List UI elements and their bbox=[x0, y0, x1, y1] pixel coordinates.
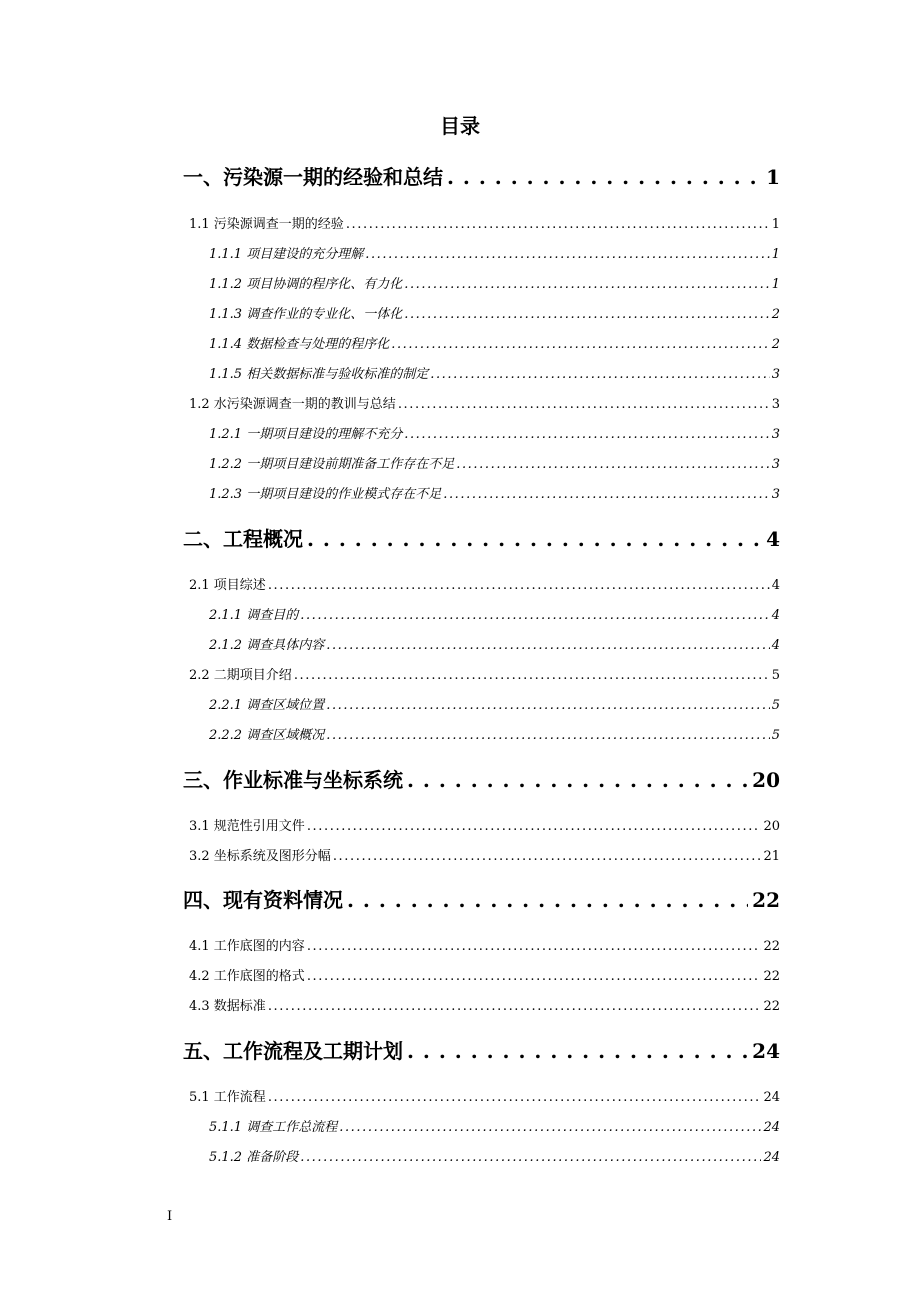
toc-entry-text: 2.2.2 调查区域概况 bbox=[209, 728, 325, 743]
toc-page-number: 3 bbox=[771, 457, 780, 472]
toc-subsection-5-1-2[interactable] bbox=[209, 1148, 780, 1168]
toc-chapter-3[interactable] bbox=[183, 765, 780, 795]
toc-subsection-1-1-2[interactable] bbox=[209, 275, 780, 295]
toc-leader-dots bbox=[326, 636, 770, 656]
toc-chapter-2[interactable] bbox=[183, 524, 780, 554]
toc-page-number: 24 bbox=[752, 1039, 780, 1063]
toc-page-number: 1 bbox=[771, 217, 780, 232]
toc-entry-text: 1.2.1 一期项目建设的理解不充分 bbox=[209, 427, 403, 442]
toc-entry-text: 四、现有资料情况 bbox=[183, 888, 343, 912]
toc-section-1-1[interactable] bbox=[189, 215, 780, 235]
toc-leader-dots bbox=[268, 576, 770, 596]
toc-leader-dots bbox=[326, 696, 770, 716]
toc-section-3-2[interactable] bbox=[189, 847, 780, 867]
toc-subsection-1-2-2[interactable] bbox=[209, 455, 780, 475]
toc-page-number: 22 bbox=[752, 888, 780, 912]
toc-section-4-1[interactable] bbox=[189, 937, 780, 957]
toc-entry-text: 1.1.5 相关数据标准与验收标准的制定 bbox=[209, 367, 429, 382]
toc-entry-text: 2.2 二期项目介绍 bbox=[189, 668, 292, 683]
toc-page-number: 3 bbox=[771, 367, 780, 382]
toc-section-4-3[interactable] bbox=[189, 997, 780, 1017]
toc-page-number: 5 bbox=[771, 698, 780, 713]
toc-entry-text: 2.1 项目综述 bbox=[189, 578, 266, 593]
toc-entry-text: 1.2.2 一期项目建设前期准备工作存在不足 bbox=[209, 457, 455, 472]
toc-entry-text: 3.2 坐标系统及图形分幅 bbox=[189, 849, 331, 864]
toc-leader-dots bbox=[294, 666, 770, 686]
toc-entry-text: 4.3 数据标准 bbox=[189, 999, 266, 1014]
toc-subsection-2-2-2[interactable] bbox=[209, 726, 780, 746]
toc-subsection-1-2-3[interactable] bbox=[209, 485, 780, 505]
toc-leader-dots bbox=[404, 305, 770, 325]
toc-entry-text: 1.1.1 项目建设的充分理解 bbox=[209, 247, 364, 262]
toc-page-number: 22 bbox=[763, 939, 780, 954]
toc-page-number: 2 bbox=[771, 337, 780, 352]
toc-entry-text: 5.1.2 准备阶段 bbox=[209, 1150, 299, 1165]
toc-page-number: 22 bbox=[763, 999, 780, 1014]
toc-subsection-2-1-1[interactable] bbox=[209, 606, 780, 626]
toc-subsection-1-1-5[interactable] bbox=[209, 365, 780, 385]
toc-subsection-1-1-3[interactable] bbox=[209, 305, 780, 325]
toc-page-number: 4 bbox=[771, 608, 780, 623]
toc-page-number: 24 bbox=[763, 1150, 780, 1165]
toc-section-3-1[interactable] bbox=[189, 817, 780, 837]
toc-chapter-5[interactable] bbox=[183, 1036, 780, 1066]
toc-page-number: 5 bbox=[771, 728, 780, 743]
toc-chapter-4[interactable] bbox=[183, 885, 780, 915]
toc-leader-dots bbox=[407, 765, 748, 795]
toc-page-number: 4 bbox=[766, 527, 780, 551]
toc-leader-dots bbox=[307, 967, 762, 987]
toc-page-number: 3 bbox=[771, 487, 780, 502]
toc-leader-dots bbox=[307, 524, 762, 554]
toc-entry-text: 2.1.2 调查具体内容 bbox=[209, 638, 325, 653]
toc-leader-dots bbox=[326, 726, 770, 746]
toc-leader-dots bbox=[404, 425, 770, 445]
toc-leader-dots bbox=[300, 1148, 761, 1168]
toc-entry-text: 1.2 水污染源调查一期的教训与总结 bbox=[189, 397, 396, 412]
toc-leader-dots bbox=[456, 455, 770, 475]
toc-page-number: 1 bbox=[771, 277, 780, 292]
toc-page-number: 22 bbox=[763, 969, 780, 984]
toc-page-number: 1 bbox=[766, 165, 780, 189]
toc-leader-dots bbox=[347, 885, 748, 915]
toc-entry-text: 2.2.1 调查区域位置 bbox=[209, 698, 325, 713]
toc-entry-text: 2.1.1 调查目的 bbox=[209, 608, 299, 623]
toc-section-2-2[interactable] bbox=[189, 666, 780, 686]
toc-entry-text: 5.1.1 调查工作总流程 bbox=[209, 1120, 338, 1135]
footer-page-number: I bbox=[167, 1209, 173, 1224]
toc-subsection-2-1-2[interactable] bbox=[209, 636, 780, 656]
toc-entry-text: 1.1.2 项目协调的程序化、有力化 bbox=[209, 277, 403, 292]
page-title: 目录 bbox=[440, 114, 480, 138]
toc-section-1-2[interactable] bbox=[189, 395, 780, 415]
toc-entry-text: 三、作业标准与坐标系统 bbox=[183, 768, 403, 792]
toc-entry-text: 4.2 工作底图的格式 bbox=[189, 969, 305, 984]
toc-leader-dots bbox=[447, 162, 762, 192]
toc-entry-text: 1.1 污染源调查一期的经验 bbox=[189, 217, 344, 232]
toc-page-number: 5 bbox=[771, 668, 780, 683]
toc-chapter-1[interactable] bbox=[183, 162, 780, 192]
toc-entry-text: 1.2.3 一期项目建设的作业模式存在不足 bbox=[209, 487, 442, 502]
toc-entry-text: 五、工作流程及工期计划 bbox=[183, 1039, 403, 1063]
toc-entry-text: 5.1 工作流程 bbox=[189, 1090, 266, 1105]
toc-section-2-1[interactable] bbox=[189, 576, 780, 596]
toc-entry-text: 3.1 规范性引用文件 bbox=[189, 819, 305, 834]
toc-leader-dots bbox=[300, 606, 770, 626]
toc-subsection-1-2-1[interactable] bbox=[209, 425, 780, 445]
toc-subsection-5-1-1[interactable] bbox=[209, 1118, 780, 1138]
toc-page-number: 4 bbox=[771, 578, 780, 593]
toc-page-number: 20 bbox=[763, 819, 780, 834]
toc-subsection-1-1-4[interactable] bbox=[209, 335, 780, 355]
toc-subsection-1-1-1[interactable] bbox=[209, 245, 780, 265]
toc-entry-text: 4.1 工作底图的内容 bbox=[189, 939, 305, 954]
toc-leader-dots bbox=[339, 1118, 761, 1138]
toc-subsection-2-2-1[interactable] bbox=[209, 696, 780, 716]
toc-page-number: 4 bbox=[771, 638, 780, 653]
toc-leader-dots bbox=[268, 997, 762, 1017]
toc-leader-dots bbox=[407, 1036, 748, 1066]
toc-page-number: 3 bbox=[771, 397, 780, 412]
toc-leader-dots bbox=[430, 365, 770, 385]
toc-entry-text: 二、工程概况 bbox=[183, 527, 303, 551]
toc-entry-text: 1.1.3 调查作业的专业化、一体化 bbox=[209, 307, 403, 322]
toc-page-number: 21 bbox=[763, 849, 780, 864]
toc-leader-dots bbox=[398, 395, 770, 415]
toc-leader-dots bbox=[404, 275, 770, 295]
toc-leader-dots bbox=[307, 817, 762, 837]
toc-section-5-1[interactable] bbox=[189, 1088, 780, 1108]
toc-leader-dots bbox=[333, 847, 762, 867]
toc-leader-dots bbox=[346, 215, 770, 235]
toc-leader-dots bbox=[391, 335, 770, 355]
toc-page-number: 1 bbox=[771, 247, 780, 262]
toc-page-number: 24 bbox=[763, 1090, 780, 1105]
toc-leader-dots bbox=[307, 937, 762, 957]
toc-entry-text: 1.1.4 数据检查与处理的程序化 bbox=[209, 337, 390, 352]
toc-leader-dots bbox=[268, 1088, 762, 1108]
toc-section-4-2[interactable] bbox=[189, 967, 780, 987]
toc-leader-dots bbox=[443, 485, 770, 505]
toc-entry-text: 一、污染源一期的经验和总结 bbox=[183, 165, 443, 189]
toc-leader-dots bbox=[365, 245, 770, 265]
toc-page-number: 20 bbox=[752, 768, 780, 792]
toc-page-number: 24 bbox=[763, 1120, 780, 1135]
toc-page-number: 3 bbox=[771, 427, 780, 442]
toc-page-number: 2 bbox=[771, 307, 780, 322]
